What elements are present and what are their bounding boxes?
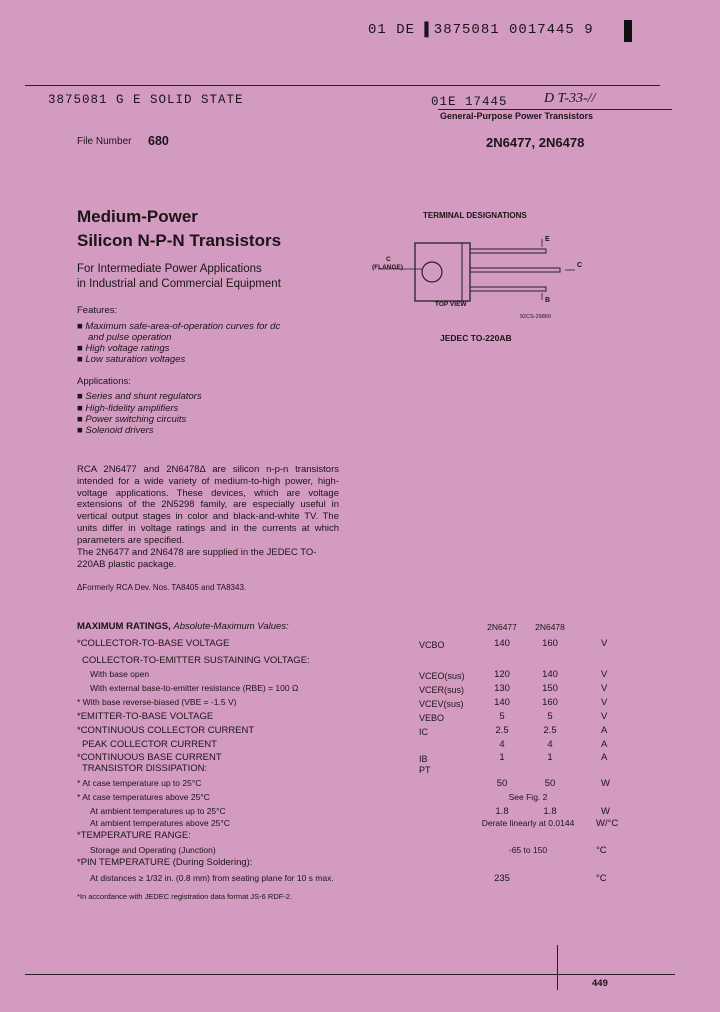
rating-label: *COLLECTOR-TO-BASE VOLTAGE <box>77 638 230 649</box>
rating-label: TRANSISTOR DISSIPATION: <box>82 763 208 774</box>
rating-unit: °C <box>596 845 607 856</box>
rating-value-2n6477: 5 <box>499 711 505 722</box>
rating-value-2n6477: 120 <box>494 669 510 680</box>
rating-value-2n6477: 2.5 <box>495 725 509 736</box>
subtitle-line2: in Industrial and Commercial Equipment <box>77 278 281 290</box>
rating-unit: A <box>601 739 608 750</box>
package-label: JEDEC TO-220AB <box>440 333 512 343</box>
rating-unit: W <box>601 806 610 817</box>
rating-unit: °C <box>596 873 607 884</box>
rating-unit: A <box>601 725 608 736</box>
top-view-label: TOP VIEW <box>435 301 467 308</box>
rating-value-2n6478: 140 <box>542 669 558 680</box>
ratings-heading: MAXIMUM RATINGS, Absolute-Maximum Values: <box>77 621 289 632</box>
category-rule <box>438 109 672 110</box>
rating-value-2n6478: 2.5 <box>543 725 557 736</box>
terminal-c-label: C <box>386 256 391 263</box>
terminal-c2-label: C <box>577 262 583 269</box>
features-heading: Features: <box>77 305 118 316</box>
diagram-heading: TERMINAL DESIGNATIONS <box>423 211 527 220</box>
footer-vertical-rule <box>557 945 558 990</box>
rating-value-2n6478: 50 <box>544 778 556 789</box>
rating-unit: W <box>601 778 610 789</box>
rating-value-2n6478: 150 <box>542 683 558 694</box>
rating-label: * With base reverse-biased (VBE = -1.5 V) <box>77 697 237 707</box>
rating-value-2n6477: 130 <box>494 683 510 694</box>
rating-label: At ambient temperatures up to 25°C <box>90 806 226 816</box>
rating-value-2n6478: 4 <box>547 739 553 750</box>
rating-label: With external base-to-emitter resistance (RBE) = 100 Ω <box>90 683 299 693</box>
to220-diagram <box>370 225 600 325</box>
description-footnote: ΔFormerly RCA Dev. Nos. TA8405 and TA8343. <box>77 583 247 592</box>
rating-label: At ambient temperatures above 25°C <box>90 818 230 828</box>
rating-unit: V <box>601 683 608 694</box>
application-item: ■ High-fidelity amplifiers <box>77 403 179 414</box>
subtitle-line1: For Intermediate Power Applications <box>77 263 262 275</box>
top-code: 01 DE ▌3875081 0017445 9 <box>368 22 594 38</box>
terminal-b-label: B <box>545 297 551 304</box>
rating-label: *PIN TEMPERATURE (During Soldering): <box>77 857 253 868</box>
rating-label: Storage and Operating (Junction) <box>90 845 216 855</box>
redaction-bar <box>624 20 632 42</box>
application-item: ■ Power switching circuits <box>77 414 187 425</box>
ratings-footnote: *In accordance with JEDEC registration data format JS-6 RDF-2. <box>77 892 293 901</box>
part-numbers: 2N6477, 2N6478 <box>486 135 585 150</box>
rating-value-2n6477: 235 <box>494 873 510 884</box>
feature-item: ■ Maximum safe-area-of-operation curves for dc <box>77 321 281 332</box>
col-2n6477: 2N6477 <box>487 622 517 632</box>
handwritten-note: D T-33-// <box>544 91 596 106</box>
rating-label: COLLECTOR-TO-EMITTER SUSTAINING VOLTAGE: <box>82 655 310 666</box>
rating-label: * At case temperatures above 25°C <box>77 792 210 802</box>
rating-value-2n6478: 1.8 <box>543 806 557 817</box>
mounting-hole <box>422 262 442 282</box>
title-line1: Medium-Power <box>77 207 198 226</box>
feature-item: ■ High voltage ratings <box>77 343 170 354</box>
rating-symbol: PT <box>419 765 431 775</box>
rating-label: *EMITTER-TO-BASE VOLTAGE <box>77 711 214 722</box>
rating-value-2n6477: 140 <box>494 697 510 708</box>
rating-value-2n6478: 1 <box>547 752 553 763</box>
rating-label: *CONTINUOUS COLLECTOR CURRENT <box>77 725 255 736</box>
rating-symbol: VCBO <box>419 640 445 650</box>
flange-label: (FLANGE) <box>372 264 404 271</box>
feature-item: and pulse operation <box>88 332 172 343</box>
rating-label: * At case temperature up to 25°C <box>77 778 202 788</box>
rating-symbol: VCEO(sus) <box>419 671 465 681</box>
rating-unit: V <box>601 711 608 722</box>
page-number: 449 <box>592 978 608 989</box>
description-p1: RCA 2N6477 and 2N6478Δ are silicon n-p-n transistors intended for a wide variety of medium-to-high power, high-voltage applications. These devices, which are voltage extensions of the 2N5298 family, are especially useful in vertical output stages in color and black-and-white TV. The units differ in voltage ratings and in the currents at which parameters are specified. <box>77 464 339 546</box>
rating-label: *TEMPERATURE RANGE: <box>77 830 191 841</box>
application-item: ■ Solenoid drivers <box>77 425 154 436</box>
rating-unit: V <box>601 697 608 708</box>
rating-value-2n6478: 5 <box>547 711 553 722</box>
rating-unit: A <box>601 752 608 763</box>
rating-value-2n6477: 1 <box>499 752 505 763</box>
rating-symbol: VCER(sus) <box>419 685 465 695</box>
rating-value-2n6477: 50 <box>496 778 508 789</box>
rating-label: At distances ≥ 1/32 in. (0.8 mm) from seating plane for 10 s max. <box>90 873 334 883</box>
category: General-Purpose Power Transistors <box>440 111 594 121</box>
rating-value-2n6478: 160 <box>542 697 558 708</box>
rating-unit: V <box>601 669 608 680</box>
rating-value-2n6478: 160 <box>542 638 558 649</box>
rating-symbol: IB <box>419 754 428 764</box>
description-p2: The 2N6477 and 2N6478 are supplied in the JEDEC TO-220AB plastic package. <box>77 547 317 570</box>
applications-heading: Applications: <box>77 376 131 387</box>
title-line2: Silicon N-P-N Transistors <box>77 231 282 250</box>
feature-item: ■ Low saturation voltages <box>77 354 186 365</box>
diagram-code: 92CS-29860 <box>520 314 551 320</box>
left-code: 3875081 G E SOLID STATE <box>48 93 244 107</box>
footer-rule <box>25 974 675 975</box>
rating-symbol: VCEV(sus) <box>419 699 464 709</box>
rating-value-2n6477: 1.8 <box>495 806 509 817</box>
rating-symbol: IC <box>419 727 428 737</box>
rating-value-2n6477: 4 <box>499 739 505 750</box>
mid-code: 01E 17445 <box>431 95 508 109</box>
rating-value-2n6477: -65 to 150 <box>508 845 548 855</box>
rating-unit: V <box>601 638 608 649</box>
header-rule <box>25 85 660 86</box>
rating-unit: W/°C <box>596 818 619 829</box>
rating-value-2n6477: Derate linearly at 0.0144 <box>481 818 575 828</box>
col-2n6478: 2N6478 <box>535 622 565 632</box>
rating-symbol: VEBO <box>419 713 445 723</box>
rating-label: With base open <box>90 669 150 679</box>
file-number-label: File Number <box>77 136 132 147</box>
application-item: ■ Series and shunt regulators <box>77 391 202 402</box>
file-number: 680 <box>148 134 169 148</box>
rating-label: PEAK COLLECTOR CURRENT <box>82 739 217 750</box>
terminal-e-label: E <box>545 236 550 243</box>
rating-label: *CONTINUOUS BASE CURRENT <box>77 752 222 763</box>
rating-value-2n6477: See Fig. 2 <box>508 792 548 802</box>
rating-value-2n6477: 140 <box>494 638 510 649</box>
